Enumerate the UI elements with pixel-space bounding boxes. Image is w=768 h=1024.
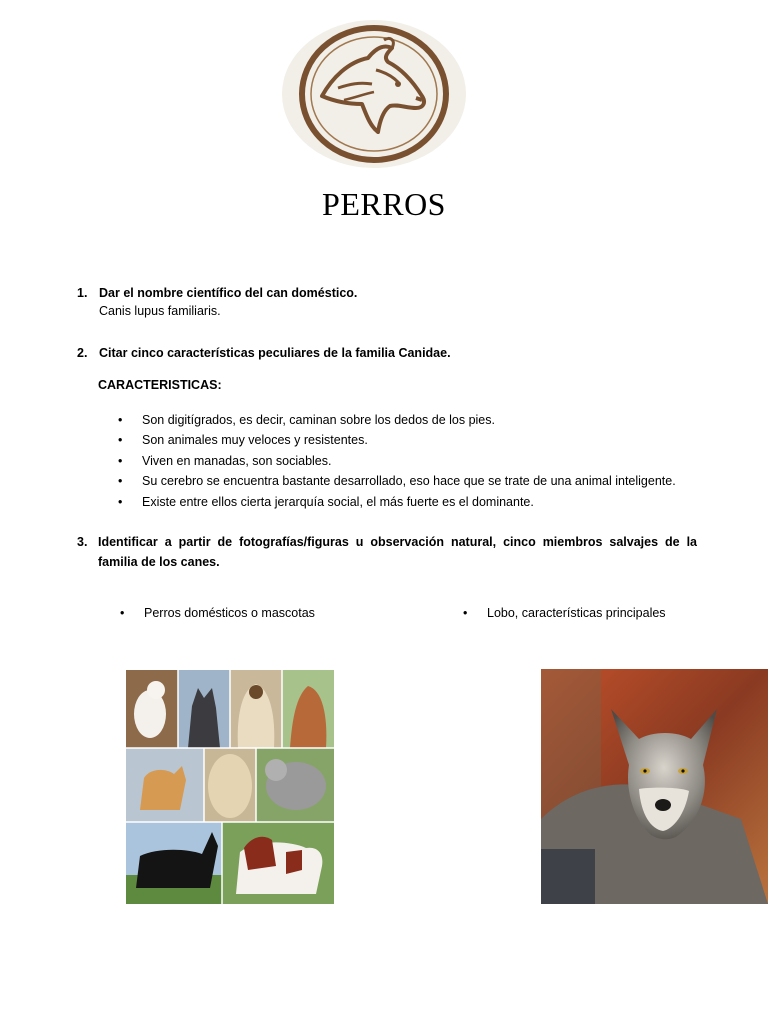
- list-item: • Viven en manadas, son sociables.: [118, 451, 676, 471]
- question-number: 3.: [77, 535, 88, 549]
- bullet-icon: •: [118, 494, 123, 509]
- characteristics-list: [118, 410, 676, 512]
- bullet-icon: •: [463, 606, 468, 620]
- question-text: Dar el nombre científico del can doméstico.: [99, 286, 358, 300]
- bullet-icon: •: [118, 453, 123, 468]
- list-item: • Son digitígrados, es decir, caminan sobre los dedos de los pies.: [118, 410, 676, 430]
- subitem-wolf: • Lobo, características principales: [463, 606, 666, 620]
- bullet-icon: •: [118, 433, 123, 448]
- bullet-icon: •: [120, 606, 125, 620]
- list-item: • Existe entre ellos cierta jerarquía social, el más fuerte es el dominante.: [118, 492, 676, 512]
- question-text: Citar cinco características peculiares de la familia Canidae.: [99, 346, 451, 360]
- characteristics-heading: CARACTERISTICAS:: [98, 378, 222, 392]
- question-number: 1.: [77, 286, 88, 300]
- question-number: 2.: [77, 346, 88, 360]
- bullet-icon: •: [118, 413, 123, 427]
- subitem-domestic-dogs: • Perros domésticos o mascotas: [120, 606, 315, 620]
- question-text: Identificar a partir de fotografías/figuras u observación natural, cinco miembros salvajes de la familia de los canes.: [98, 535, 697, 569]
- dog-head-emblem-icon: [280, 18, 468, 170]
- answer-1: Canis lupus familiaris.: [99, 304, 221, 318]
- question-3: [77, 532, 697, 572]
- gray-wolf-photo: [541, 669, 768, 904]
- bullet-icon: •: [118, 474, 123, 489]
- list-item: • Su cerebro se encuentra bastante desarrollado, eso hace que se trate de una animal inteligente.: [118, 471, 676, 491]
- list-item: • Son animales muy veloces y resistentes.: [118, 430, 676, 450]
- dog-breeds-collage: [126, 670, 334, 904]
- page-title: PERROS: [322, 186, 446, 222]
